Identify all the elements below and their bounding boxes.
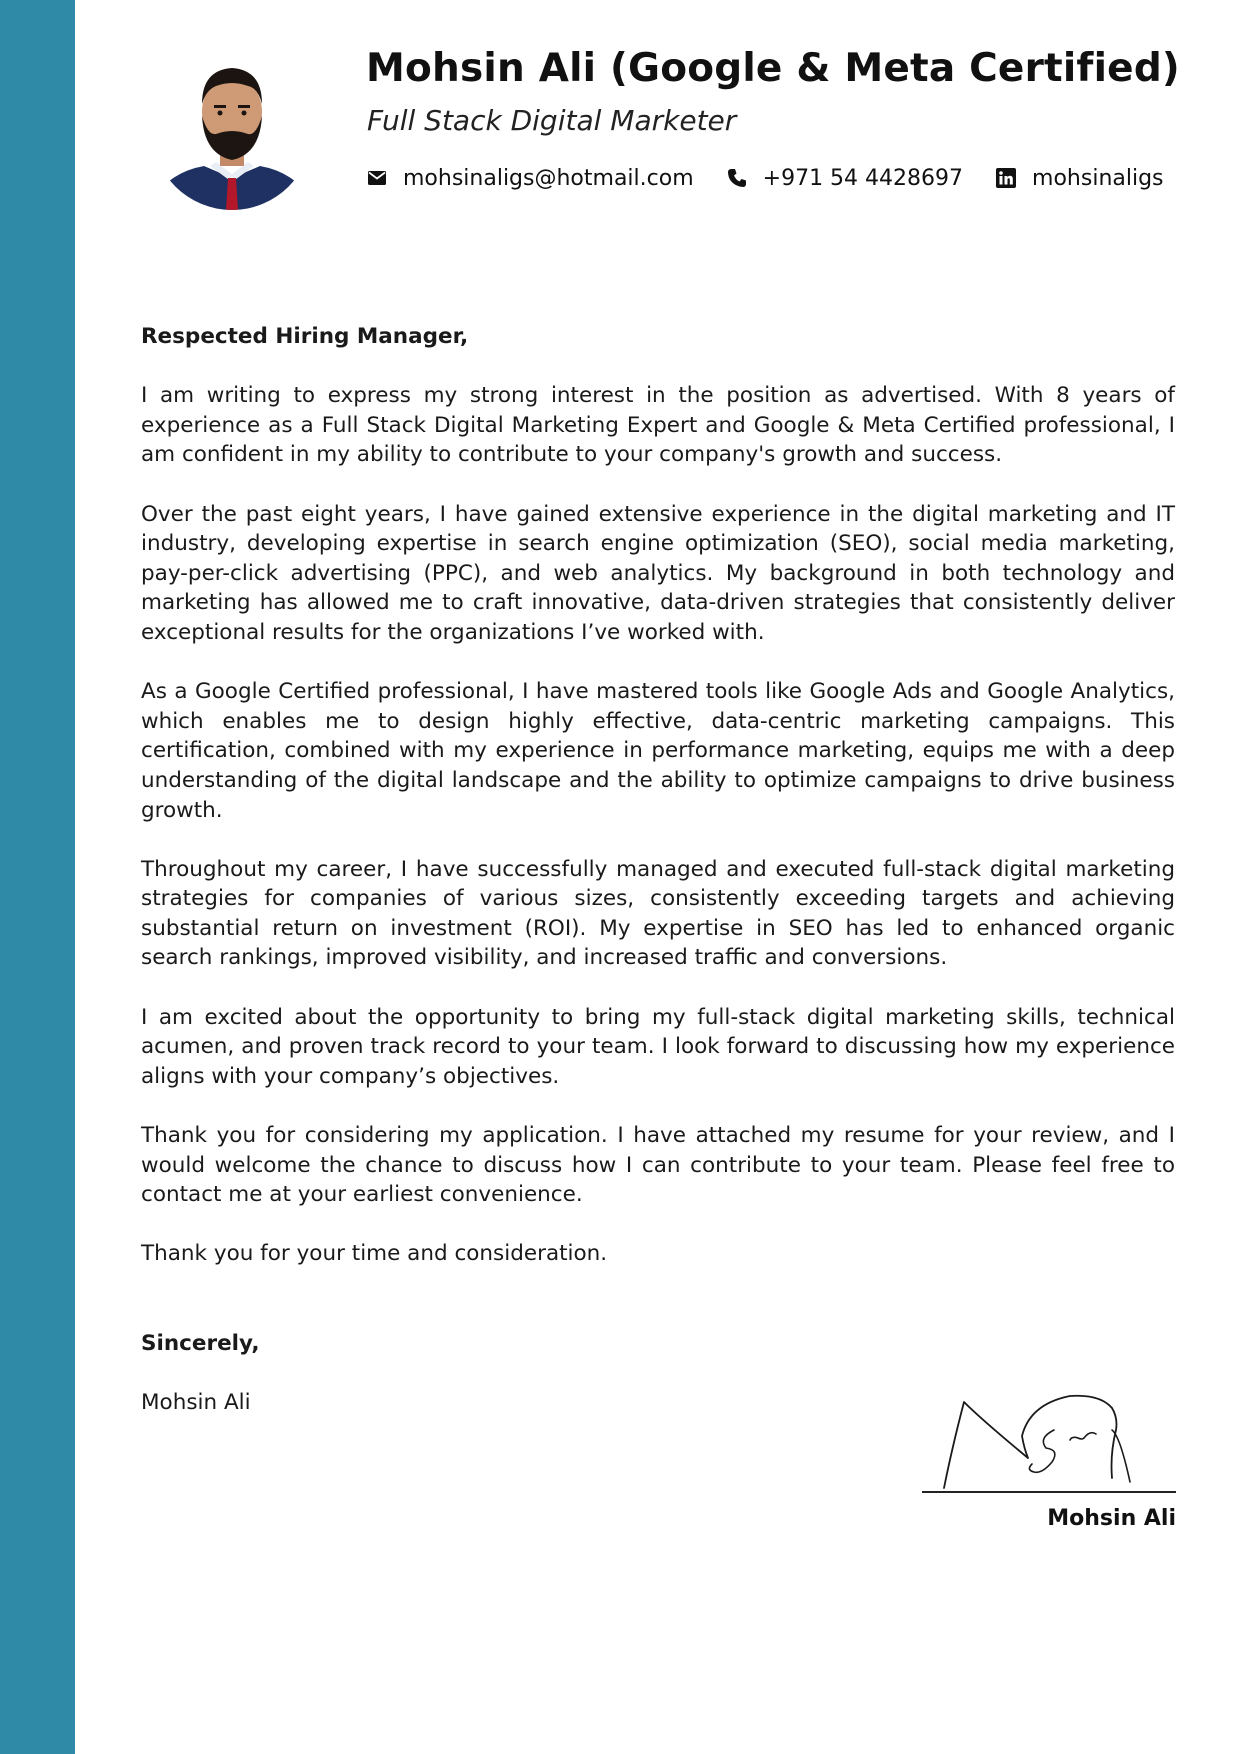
salutation: Respected Hiring Manager, — [141, 324, 469, 349]
letter-paragraph: I am excited about the opportunity to bring my full-stack digital marketing skills, technical acumen, and proven track record to your team. I look forward to discussing how my experience aligns with your company’s objectives. — [141, 1004, 1175, 1089]
letter-paragraph: Over the past eight years, I have gained extensive experience in the digital marketing and IT industry, developing expertise in search engine optimization (SEO), social media marketing, pay-per-click advertising (PPC), and web analytics. My background in both technology and marketing has allowed me to craft innovative, data-driven strategies that consistently deliver exceptional results for the organizations I’ve worked with. — [141, 501, 1175, 645]
contact-email[interactable] — [367, 166, 694, 191]
contact-phone[interactable] — [727, 166, 963, 191]
closing-name: Mohsin Ali — [141, 1390, 251, 1416]
linkedin-icon — [996, 167, 1016, 189]
contact-bar — [367, 163, 1164, 193]
handwritten-signature — [920, 1378, 1176, 1500]
phone-text[interactable]: +971 54 4428697 — [762, 165, 964, 191]
job-title: Full Stack Digital Marketer — [367, 104, 737, 137]
closing: Sincerely, — [141, 1331, 260, 1356]
envelope-icon — [367, 167, 387, 189]
letter-paragraph: Thank you for your time and consideration. — [141, 1241, 608, 1267]
applicant-name: Mohsin Ali (Google & Meta Certified) — [366, 46, 1180, 91]
letter-paragraph: Thank you for considering my application. I have attached my resume for your review, and I would welcome the chance to discuss how I can contribute to your team. Please feel free to contact me at your earliest convenience. — [141, 1123, 1175, 1208]
letter-paragraph: I am writing to express my strong interest in the position as advertised. With 8 years of experience as a Full Stack Digital Marketing Expert and Google & Meta Certified professional, I am confident in my ability to contribute to your company's growth and success. — [141, 383, 1175, 468]
phone-icon — [727, 167, 747, 189]
signature-name: Mohsin Ali — [1047, 1506, 1176, 1531]
side-accent-bar — [0, 0, 75, 1754]
letter-paragraph: As a Google Certified professional, I have mastered tools like Google Ads and Google Analytics, which enables me to design highly effective, data-centric marketing campaigns. This certification, combined with my experience in performance marketing, equips me with a deep understanding of the digital landscape and the ability to optimize campaigns to drive business growth. — [141, 679, 1175, 823]
contact-linkedin[interactable] — [996, 166, 1163, 191]
linkedin-text[interactable]: mohsinaligs — [1032, 165, 1164, 191]
email-text[interactable]: mohsinaligs@hotmail.com — [403, 165, 694, 191]
letter-paragraph: Throughout my career, I have successfully managed and executed full-stack digital marketing strategies for companies of various sizes, consistently exceeding targets and achieving substantial return on investment (ROI). My expertise in SEO has led to enhanced organic search rankings, improved visibility, and increased traffic and conversions. — [141, 856, 1175, 971]
letter-body — [141, 322, 1175, 1447]
signature-line — [922, 1491, 1176, 1493]
profile-photo — [152, 50, 312, 210]
